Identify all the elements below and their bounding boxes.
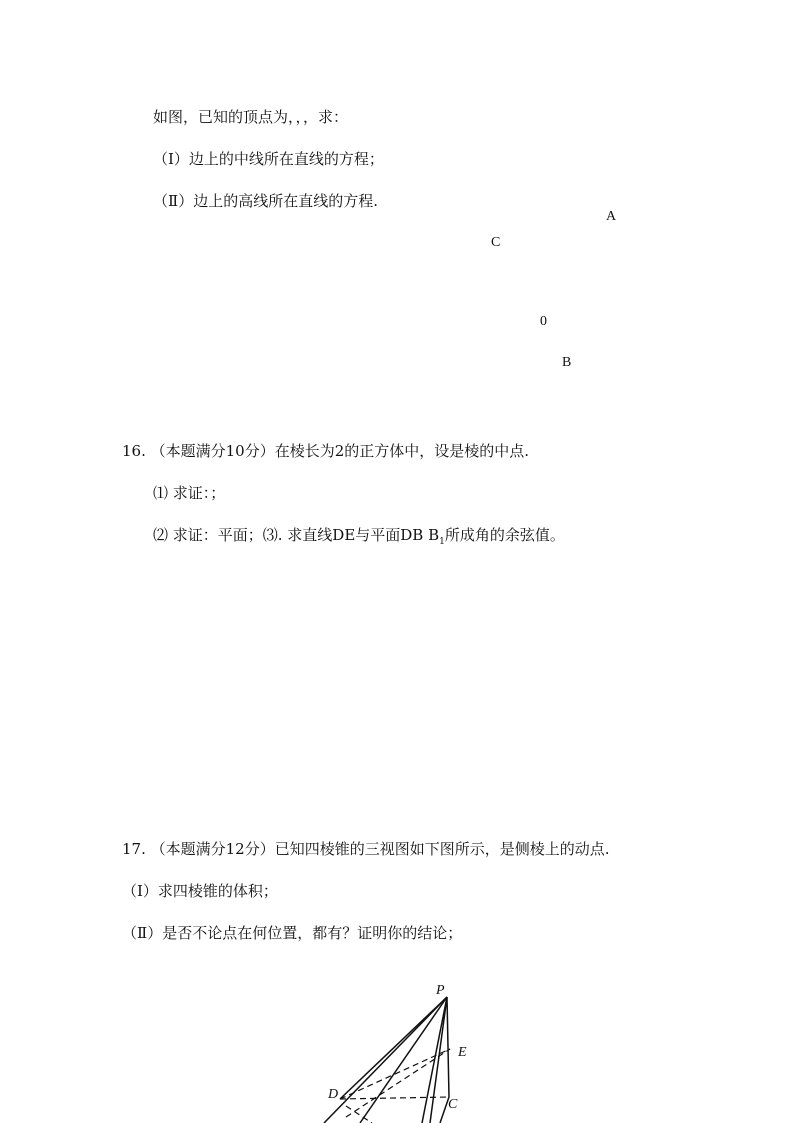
pyramid-edge-pd (340, 997, 447, 1099)
problem16-part2-main: ⑵ 求证：平面；⑶. 求直线DE与平面DB B (153, 526, 440, 544)
figure-label-c-pyramid: C (448, 1097, 458, 1112)
figure-label-origin: 0 (540, 314, 547, 329)
problem15-part1: （Ⅰ）边上的中线所在直线的方程； (153, 150, 384, 168)
figure-label-p: P (436, 983, 445, 998)
problem16-header: 16. （本题满分10分）在棱长为2的正方体中，设是棱的中点. (122, 442, 530, 460)
pyramid-edge-pc (447, 997, 449, 1097)
problem17-part1: （Ⅰ）求四棱锥的体积； (122, 882, 278, 900)
problem15-intro: 如图，已知的顶点为，，，求： (153, 108, 349, 126)
pyramid-edge-pd-outer (324, 997, 447, 1123)
figure-label-d: D (328, 1087, 339, 1102)
problem17-header: 17. （本题满分12分）已知四棱锥的三视图如下图所示，是侧棱上的动点. (122, 840, 610, 858)
pyramid-segment-ae-hidden (346, 1049, 450, 1117)
figure-label-b: B (562, 355, 572, 370)
figure-label-c: C (491, 235, 501, 250)
problem17-part2: （Ⅱ）是否不论点在何位置，都有？证明你的结论； (122, 924, 463, 942)
problem16-part2-subscript: 1 (439, 537, 445, 547)
problem15-part2: （Ⅱ）边上的高线所在直线的方程. (153, 192, 378, 210)
figure-label-e: E (458, 1045, 467, 1060)
problem16-part2-tail: 所成角的余弦值。 (444, 526, 565, 544)
problem16-part1: ⑴ 求证：； (153, 484, 226, 502)
figure-label-a: A (606, 209, 617, 224)
